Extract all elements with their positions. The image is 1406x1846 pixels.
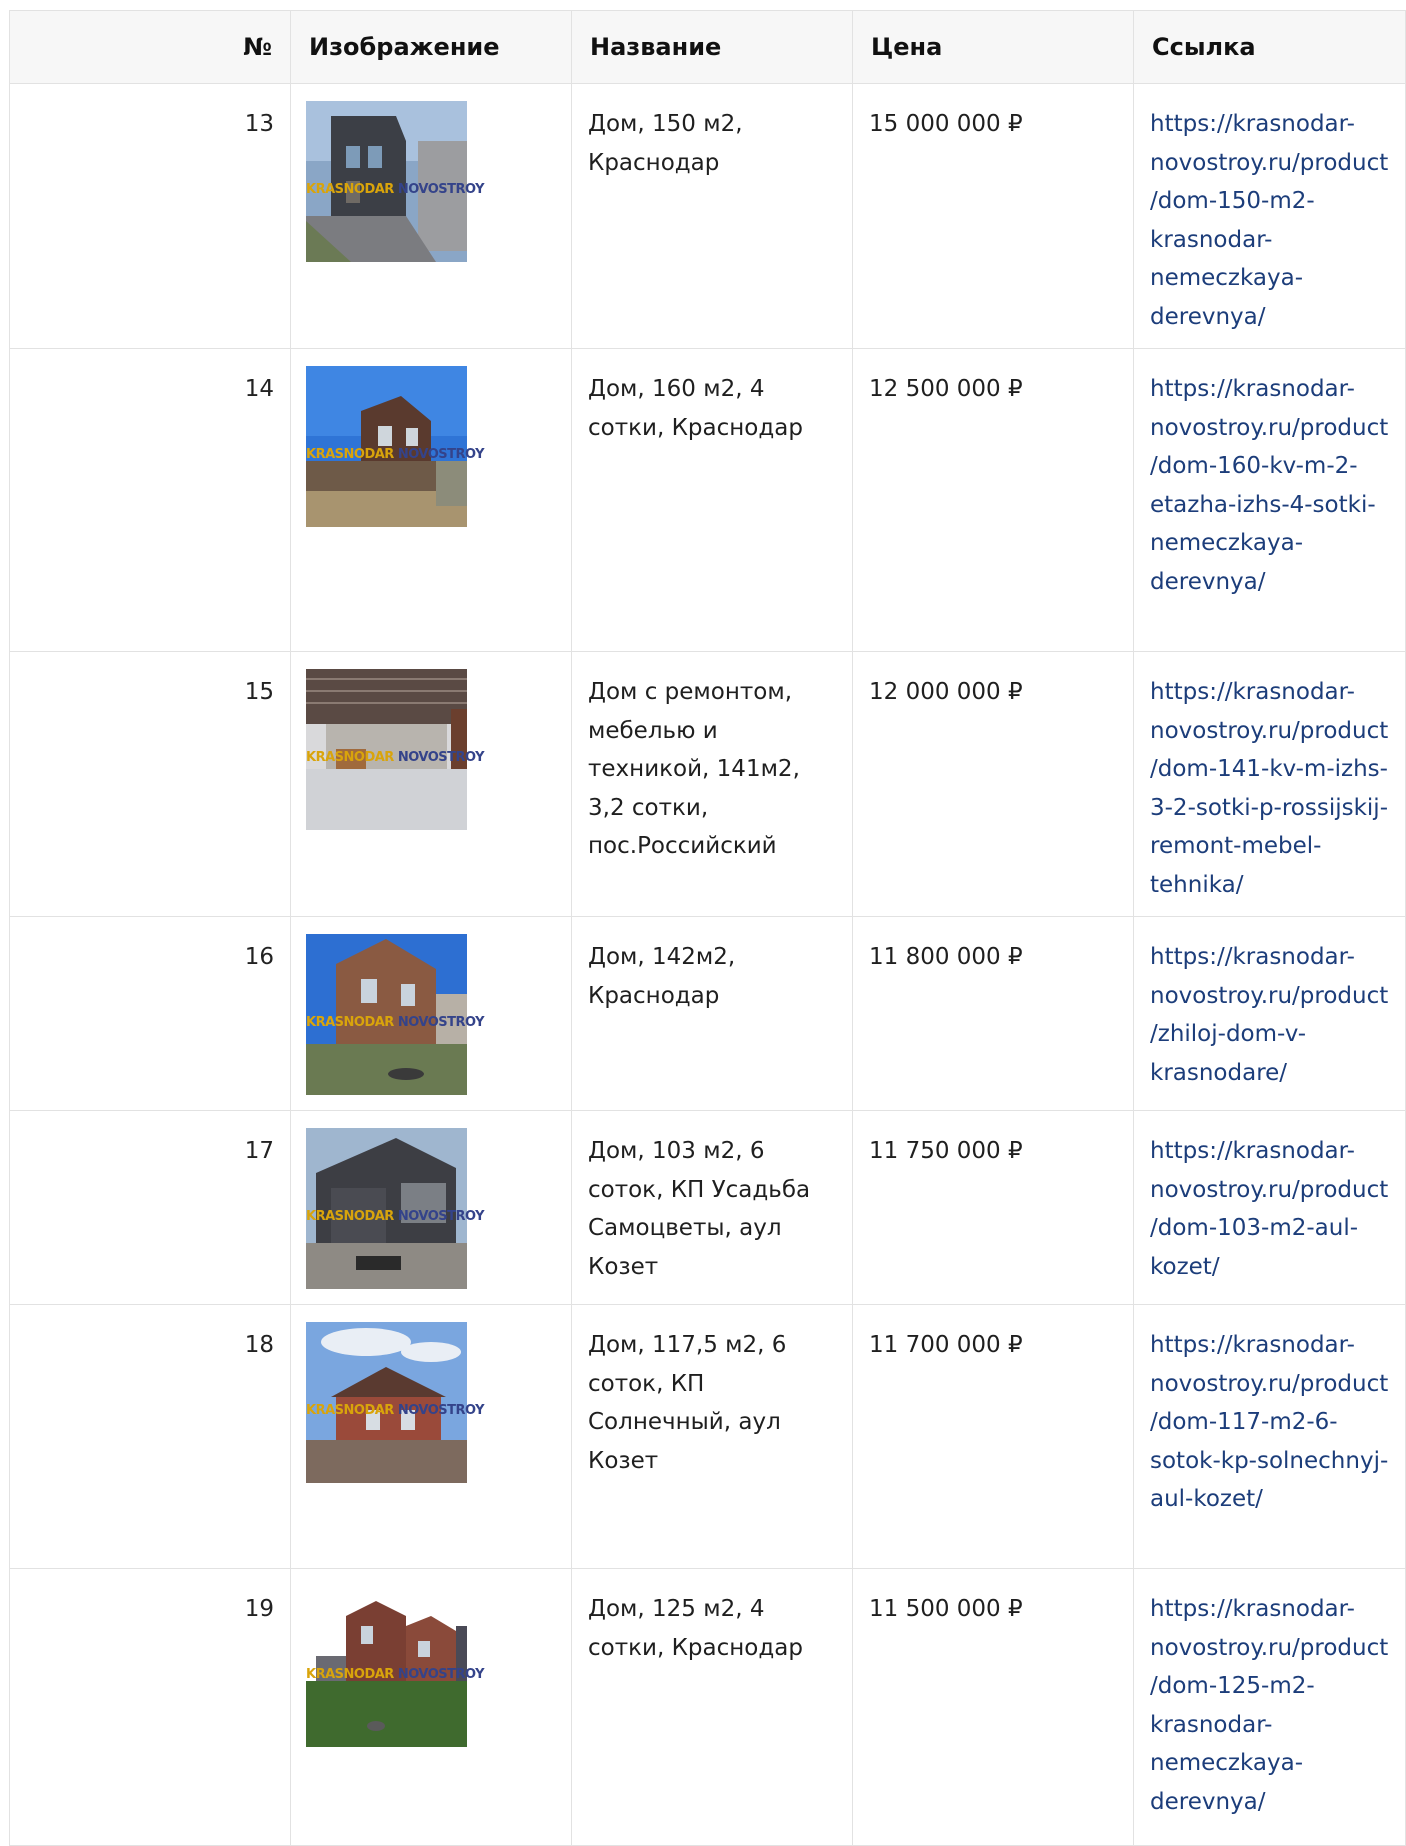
row-image-cell bbox=[291, 349, 572, 652]
row-link-cell bbox=[1134, 1111, 1406, 1305]
row-image-cell bbox=[291, 917, 572, 1111]
row-number: 19 bbox=[10, 1569, 291, 1846]
table-row bbox=[10, 652, 1406, 917]
row-price: 11 800 000 ₽ bbox=[853, 917, 1134, 1111]
table-row bbox=[10, 1569, 1406, 1846]
product-link[interactable]: https://krasnodar-novostroy.ru/product/dom-141-kv-m-izhs-3-2-sotki-p-rossijskij-remont-mebel-tehnika/ bbox=[1150, 679, 1389, 898]
product-link[interactable]: https://krasnodar-novostroy.ru/product/dom-103-m2-aul-kozet/ bbox=[1150, 1138, 1389, 1280]
row-image-cell bbox=[291, 652, 572, 917]
row-name: Дом, 125 м2, 4 сотки, Краснодар bbox=[572, 1569, 853, 1846]
table-row bbox=[10, 1305, 1406, 1569]
product-link[interactable]: https://krasnodar-novostroy.ru/product/dom-125-m2-krasnodar-nemeczkaya-derevnya/ bbox=[1150, 1596, 1389, 1815]
header-name: Название bbox=[572, 11, 853, 84]
row-price: 12 000 000 ₽ bbox=[853, 652, 1134, 917]
row-image-cell bbox=[291, 84, 572, 349]
table-header-row bbox=[10, 11, 1406, 84]
row-name: Дом, 103 м2, 6 соток, КП Усадьба Самоцветы, аул Козет bbox=[572, 1111, 853, 1305]
table-row bbox=[10, 349, 1406, 652]
row-number: 16 bbox=[10, 917, 291, 1111]
product-link[interactable]: https://krasnodar-novostroy.ru/product/dom-150-m2-krasnodar-nemeczkaya-derevnya/ bbox=[1150, 111, 1389, 330]
product-link[interactable]: https://krasnodar-novostroy.ru/product/dom-160-kv-m-2-etazha-izhs-4-sotki-nemeczkaya-derevnya/ bbox=[1150, 376, 1389, 595]
row-image-cell bbox=[291, 1569, 572, 1846]
house-thumbnail[interactable]: KRASNODAR NOVOSTROY bbox=[306, 669, 467, 830]
product-link[interactable]: https://krasnodar-novostroy.ru/product/zhiloj-dom-v-krasnodare/ bbox=[1150, 944, 1389, 1086]
table-row bbox=[10, 917, 1406, 1111]
row-price: 11 700 000 ₽ bbox=[853, 1305, 1134, 1569]
row-link-cell bbox=[1134, 652, 1406, 917]
row-price: 11 750 000 ₽ bbox=[853, 1111, 1134, 1305]
row-number: 18 bbox=[10, 1305, 291, 1569]
listings-table-wrapper bbox=[9, 10, 1405, 1846]
row-link-cell bbox=[1134, 349, 1406, 652]
house-thumbnail[interactable]: KRASNODAR NOVOSTROY bbox=[306, 1322, 467, 1483]
house-thumbnail[interactable]: KRASNODAR NOVOSTROY bbox=[306, 366, 467, 527]
row-price: 11 500 000 ₽ bbox=[853, 1569, 1134, 1846]
listings-table bbox=[9, 10, 1406, 1846]
row-price: 15 000 000 ₽ bbox=[853, 84, 1134, 349]
header-num: № bbox=[10, 11, 291, 84]
table-row bbox=[10, 84, 1406, 349]
row-name: Дом, 117,5 м2, 6 соток, КП Солнечный, аул Козет bbox=[572, 1305, 853, 1569]
row-number: 13 bbox=[10, 84, 291, 349]
row-link-cell bbox=[1134, 1305, 1406, 1569]
row-image-cell bbox=[291, 1111, 572, 1305]
house-thumbnail[interactable]: KRASNODAR NOVOSTROY bbox=[306, 1586, 467, 1747]
row-image-cell bbox=[291, 1305, 572, 1569]
product-link[interactable]: https://krasnodar-novostroy.ru/product/dom-117-m2-6-sotok-kp-solnechnyj-aul-kozet/ bbox=[1150, 1332, 1389, 1512]
row-name: Дом, 142м2, Краснодар bbox=[572, 917, 853, 1111]
table-row bbox=[10, 1111, 1406, 1305]
row-link-cell bbox=[1134, 917, 1406, 1111]
header-image: Изображение bbox=[291, 11, 572, 84]
header-link: Ссылка bbox=[1134, 11, 1406, 84]
row-name: Дом, 150 м2, Краснодар bbox=[572, 84, 853, 349]
row-name: Дом, 160 м2, 4 сотки, Краснодар bbox=[572, 349, 853, 652]
row-number: 17 bbox=[10, 1111, 291, 1305]
row-price: 12 500 000 ₽ bbox=[853, 349, 1134, 652]
row-name: Дом с ремонтом, мебелью и техникой, 141м2, 3,2 сотки, пос.Российский bbox=[572, 652, 853, 917]
row-number: 14 bbox=[10, 349, 291, 652]
header-price: Цена bbox=[853, 11, 1134, 84]
row-link-cell bbox=[1134, 84, 1406, 349]
row-number: 15 bbox=[10, 652, 291, 917]
house-thumbnail[interactable]: KRASNODAR NOVOSTROY bbox=[306, 1128, 467, 1289]
house-thumbnail[interactable]: KRASNODAR NOVOSTROY bbox=[306, 934, 467, 1095]
row-link-cell bbox=[1134, 1569, 1406, 1846]
house-thumbnail[interactable]: KRASNODAR NOVOSTROY bbox=[306, 101, 467, 262]
